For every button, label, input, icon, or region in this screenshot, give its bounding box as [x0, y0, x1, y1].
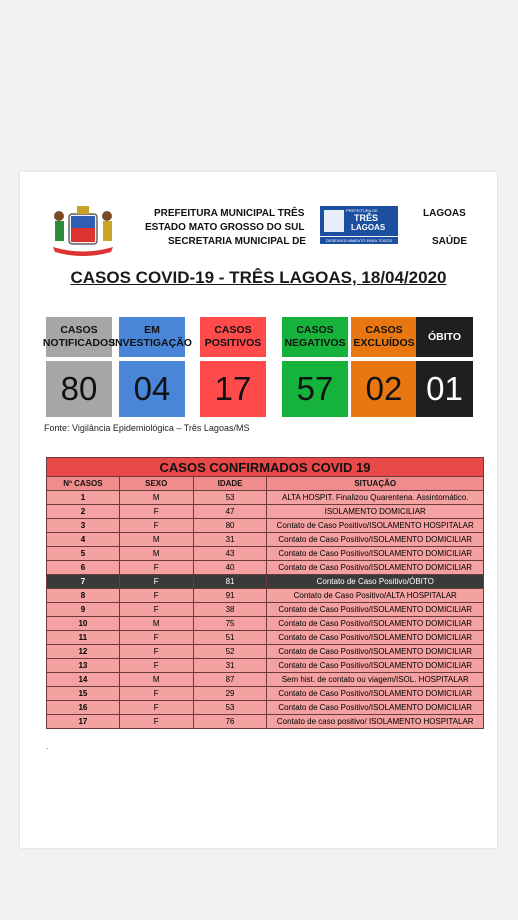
- table-row: [47, 505, 484, 519]
- situation-cell: Contato de Caso Positivo/ALTA HOSPITALAR: [267, 589, 484, 603]
- sex-cell: F: [119, 701, 193, 715]
- age-cell: 91: [193, 589, 267, 603]
- stat-label: CASOS POSITIVOS: [200, 317, 266, 357]
- logo-tagline: DESENVOLVIMENTO PARA TODOS: [320, 237, 398, 244]
- situation-cell: Contato de Caso Positivo/ISOLAMENTO DOMICILIAR: [267, 561, 484, 575]
- age-cell: 31: [193, 659, 267, 673]
- situation-cell: Sem hist. de contato ou viagem/ISOL. HOSPITALAR: [267, 673, 484, 687]
- case-number-cell: 15: [47, 687, 120, 701]
- age-cell: 87: [193, 673, 267, 687]
- table-row: [47, 533, 484, 547]
- stat-label: CASOS EXCLUÍDOS: [351, 317, 417, 357]
- sex-cell: F: [119, 519, 193, 533]
- situation-cell: Contato de Caso Positivo/ISOLAMENTO DOMICILIAR: [267, 617, 484, 631]
- case-number-cell: 11: [47, 631, 120, 645]
- stat-value: 57: [282, 361, 348, 417]
- stat-notificados: [42, 317, 116, 417]
- case-number-cell: 6: [47, 561, 120, 575]
- col-header-sex: SEXO: [119, 477, 193, 491]
- table-body: [47, 491, 484, 729]
- age-cell: 53: [193, 491, 267, 505]
- table-row: [47, 715, 484, 729]
- case-number-cell: 14: [47, 673, 120, 687]
- case-number-cell: 8: [47, 589, 120, 603]
- stat-label: CASOS NOTIFICADOS: [46, 317, 112, 357]
- situation-cell: Contato de Caso Positivo/ISOLAMENTO DOMICILIAR: [267, 659, 484, 673]
- age-cell: 76: [193, 715, 267, 729]
- situation-cell: Contato de Caso Positivo/ISOLAMENTO DOMICILIAR: [267, 547, 484, 561]
- col-header-situation: SITUAÇÃO: [267, 477, 484, 491]
- stat-value: 02: [351, 361, 417, 417]
- age-cell: 47: [193, 505, 267, 519]
- table-row: [47, 491, 484, 505]
- table-row: [47, 701, 484, 715]
- sex-cell: F: [119, 561, 193, 575]
- case-number-cell: 13: [47, 659, 120, 673]
- case-number-cell: 17: [47, 715, 120, 729]
- case-number-cell: 3: [47, 519, 120, 533]
- confirmed-cases-table: [46, 457, 484, 729]
- case-number-cell: 4: [47, 533, 120, 547]
- sex-cell: F: [119, 631, 193, 645]
- table-row: [47, 645, 484, 659]
- table-row: [47, 603, 484, 617]
- header-line-1-right: LAGOAS: [423, 208, 466, 219]
- age-cell: 52: [193, 645, 267, 659]
- sex-cell: M: [119, 547, 193, 561]
- logo-main-2: LAGOAS: [351, 223, 386, 232]
- age-cell: 81: [193, 575, 267, 589]
- header-line-1: PREFEITURA MUNICIPAL TRÊS: [154, 208, 305, 219]
- situation-cell: Contato de Caso Positivo/ISOLAMENTO HOSPITALAR: [267, 519, 484, 533]
- table-row: [47, 673, 484, 687]
- age-cell: 43: [193, 547, 267, 561]
- logo-main-1: TRÊS: [354, 213, 379, 223]
- municipal-crest-icon: [47, 202, 119, 258]
- header-line-2: ESTADO MATO GROSSO DO SUL: [145, 222, 305, 233]
- situation-cell: Contato de Caso Positivo/ISOLAMENTO DOMICILIAR: [267, 603, 484, 617]
- stat-label: ÓBITO: [416, 317, 473, 357]
- stat-value: 80: [46, 361, 112, 417]
- sex-cell: F: [119, 659, 193, 673]
- table-caption: CASOS CONFIRMADOS COVID 19: [47, 458, 484, 477]
- document-page: [20, 172, 497, 848]
- age-cell: 80: [193, 519, 267, 533]
- sex-cell: F: [119, 715, 193, 729]
- age-cell: 40: [193, 561, 267, 575]
- sex-cell: M: [119, 533, 193, 547]
- situation-cell: ALTA HOSPIT. Finalizou Quarentena. Assintomático.: [267, 491, 484, 505]
- situation-cell: Contato de Caso Positivo/ISOLAMENTO DOMICILIAR: [267, 631, 484, 645]
- table-row: [47, 687, 484, 701]
- sex-cell: F: [119, 603, 193, 617]
- sex-cell: F: [119, 575, 193, 589]
- case-number-cell: 5: [47, 547, 120, 561]
- table-row: [47, 631, 484, 645]
- table-row: [47, 561, 484, 575]
- col-header-age: IDADE: [193, 477, 267, 491]
- situation-cell: ISOLAMENTO DOMICILIAR: [267, 505, 484, 519]
- table-row: [47, 659, 484, 673]
- stat-label: CASOS NEGATIVOS: [282, 317, 348, 357]
- header-line-3: SECRETARIA MUNICIPAL DE: [168, 236, 306, 247]
- age-cell: 51: [193, 631, 267, 645]
- stat-positivos: [200, 317, 266, 417]
- situation-cell: Contato de Caso Positivo/ÓBITO: [267, 575, 484, 589]
- sex-cell: M: [119, 491, 193, 505]
- logo-top-text: PREFEITURA DE: [346, 208, 378, 213]
- stat-value: 04: [119, 361, 185, 417]
- case-number-cell: 9: [47, 603, 120, 617]
- header-line-3-right: SAÚDE: [432, 236, 468, 247]
- col-header-cases: Nº CASOS: [47, 477, 120, 491]
- tres-lagoas-logo: [320, 206, 398, 244]
- sex-cell: M: [119, 617, 193, 631]
- stat-em-investigacao: [112, 317, 192, 417]
- sex-cell: F: [119, 645, 193, 659]
- situation-cell: Contato de caso positivo/ ISOLAMENTO HOSPITALAR: [267, 715, 484, 729]
- stat-value: 17: [200, 361, 266, 417]
- case-number-cell: 12: [47, 645, 120, 659]
- table-row: [47, 589, 484, 603]
- table-row: [47, 617, 484, 631]
- situation-cell: Contato de Caso Positivo/ISOLAMENTO DOMICILIAR: [267, 701, 484, 715]
- stat-excluidos: [351, 317, 417, 417]
- situation-cell: Contato de Caso Positivo/ISOLAMENTO DOMICILIAR: [267, 645, 484, 659]
- sex-cell: F: [119, 589, 193, 603]
- age-cell: 29: [193, 687, 267, 701]
- stray-mark: .: [46, 742, 49, 751]
- stat-obito: [416, 317, 473, 417]
- stat-label: EM INVESTIGAÇÃO: [119, 317, 185, 357]
- case-number-cell: 16: [47, 701, 120, 715]
- case-number-cell: 2: [47, 505, 120, 519]
- page-title: CASOS COVID-19 - TRÊS LAGOAS, 18/04/2020: [70, 268, 447, 287]
- case-number-cell: 10: [47, 617, 120, 631]
- table-row: [47, 547, 484, 561]
- sex-cell: F: [119, 687, 193, 701]
- table-row: [47, 575, 484, 589]
- situation-cell: Contato de Caso Positivo/ISOLAMENTO DOMICILIAR: [267, 533, 484, 547]
- sex-cell: M: [119, 673, 193, 687]
- situation-cell: Contato de Caso Positivo/ISOLAMENTO DOMICILIAR: [267, 687, 484, 701]
- age-cell: 38: [193, 603, 267, 617]
- age-cell: 53: [193, 701, 267, 715]
- age-cell: 75: [193, 617, 267, 631]
- table-row: [47, 519, 484, 533]
- age-cell: 31: [193, 533, 267, 547]
- source-note: Fonte: Vigilância Epidemiológica – Três Lagoas/MS: [44, 423, 250, 433]
- case-number-cell: 7: [47, 575, 120, 589]
- sex-cell: F: [119, 505, 193, 519]
- case-number-cell: 1: [47, 491, 120, 505]
- stat-value: 01: [416, 361, 473, 417]
- stat-negativos: [282, 317, 348, 417]
